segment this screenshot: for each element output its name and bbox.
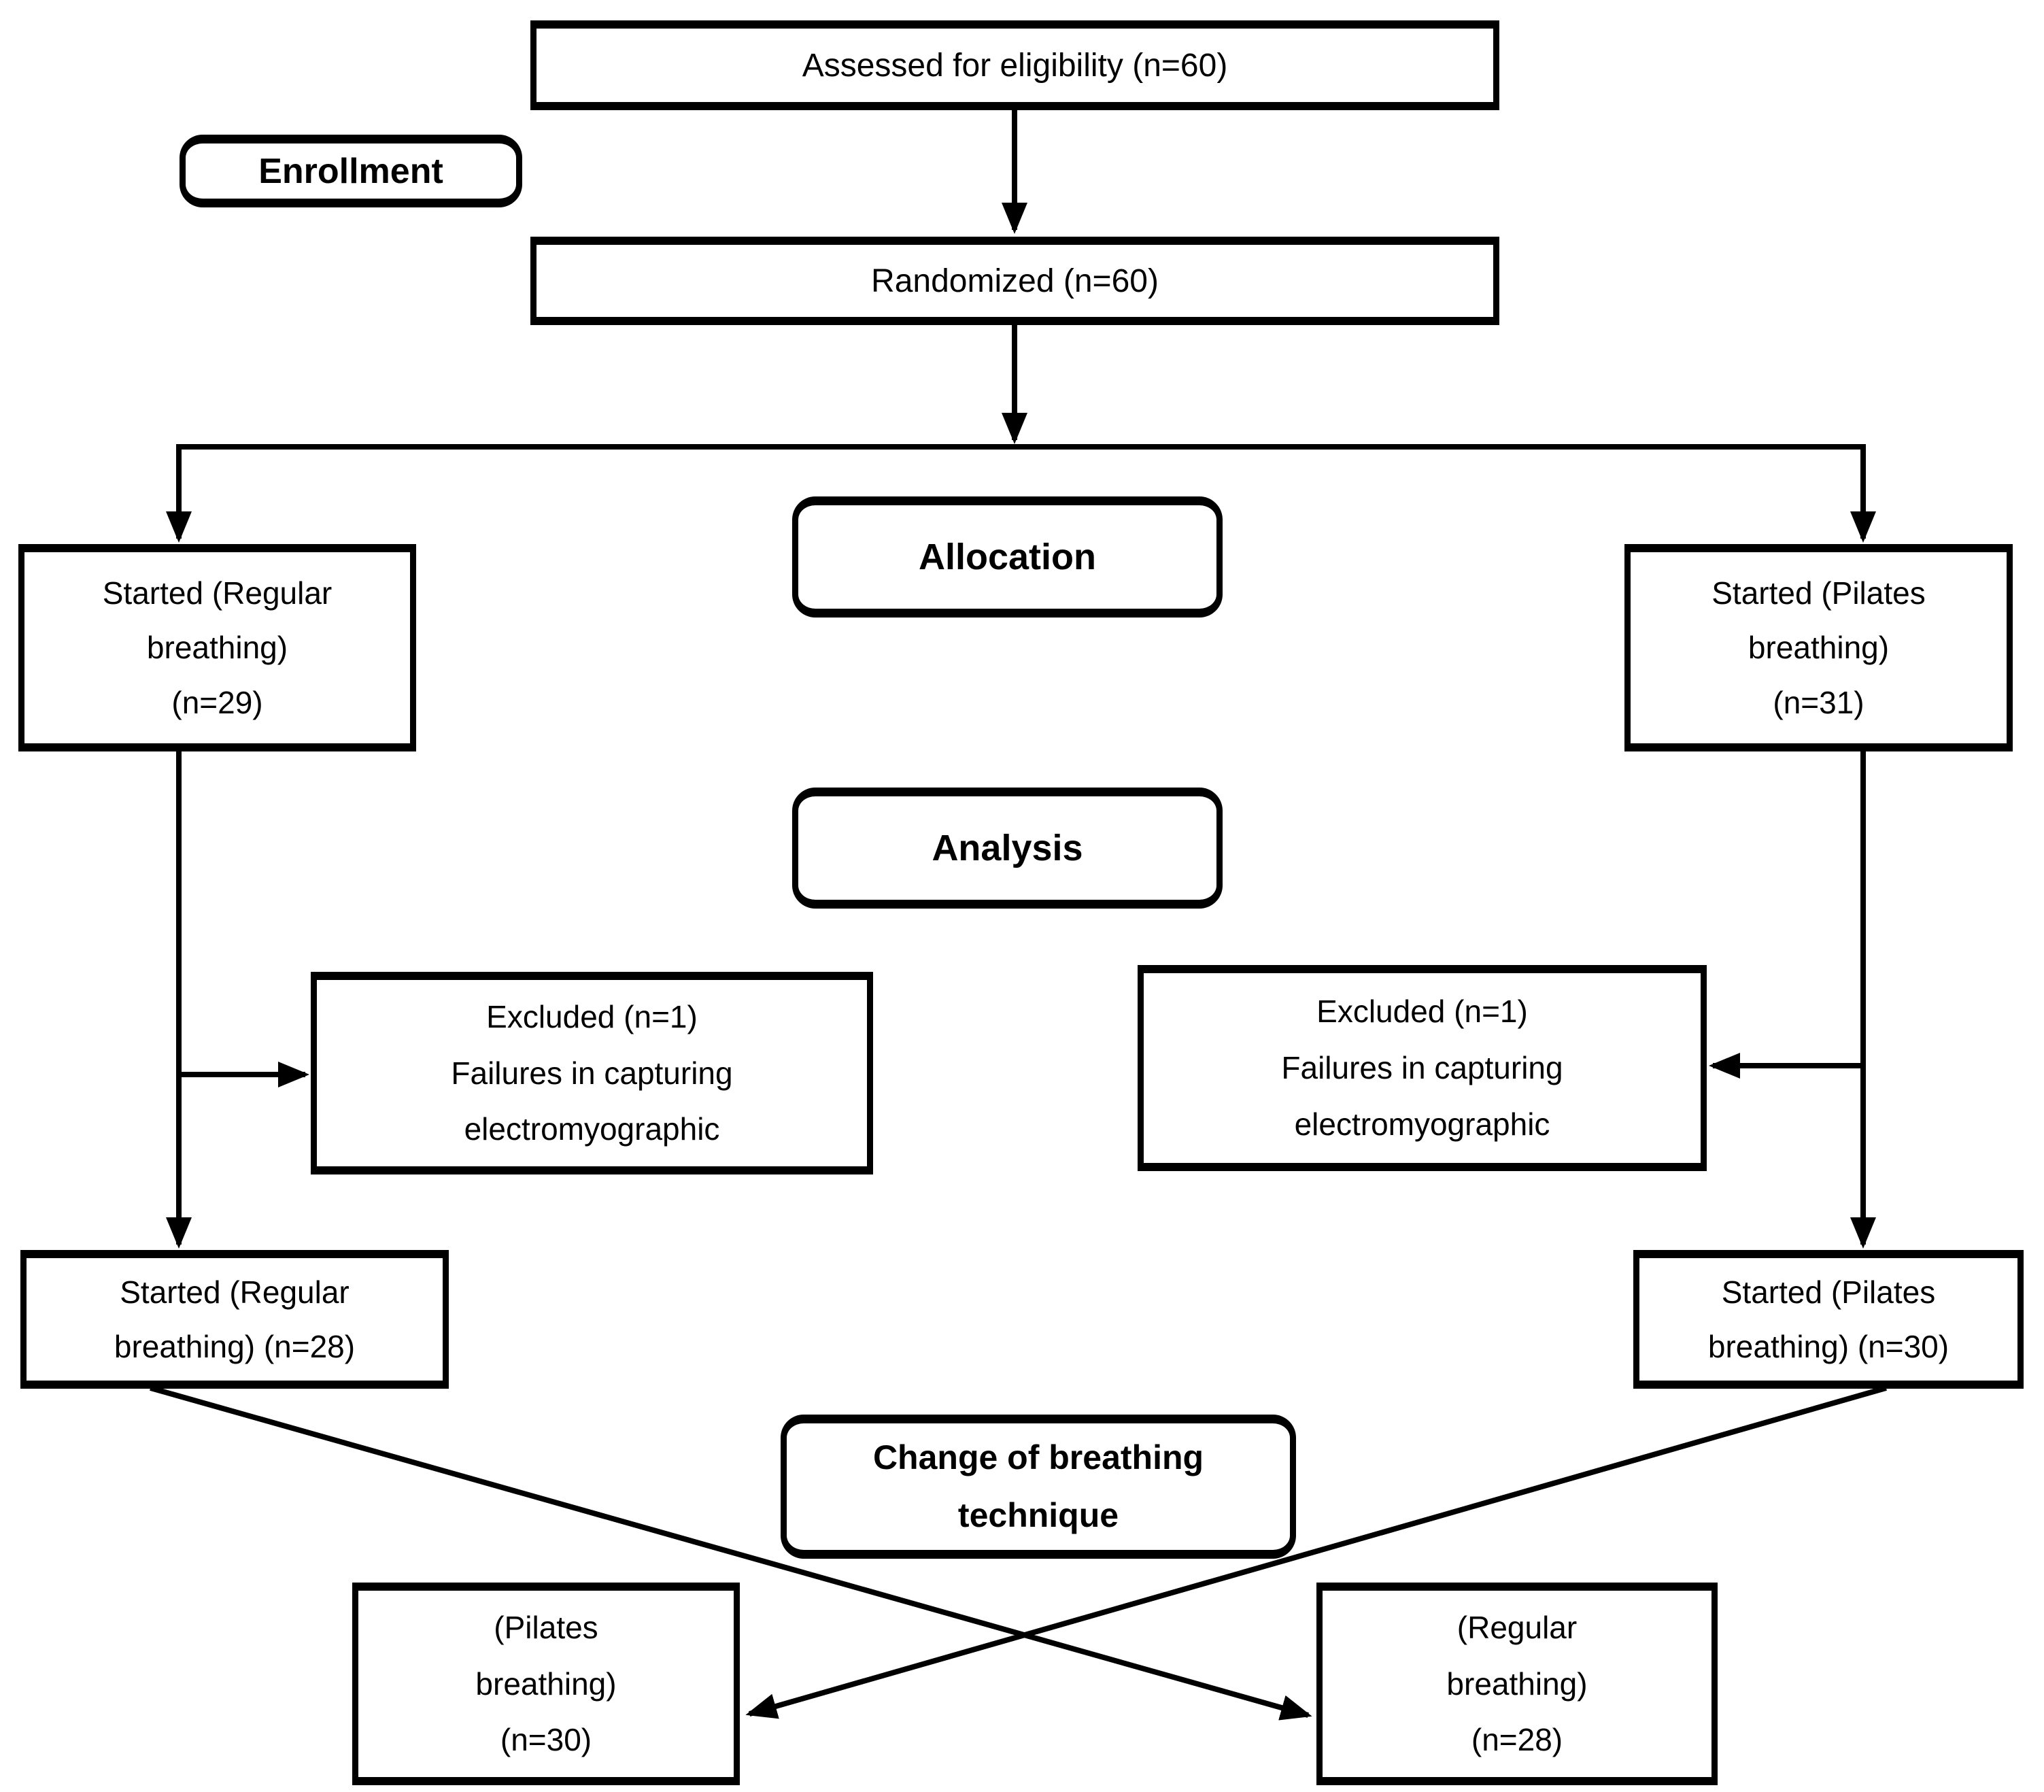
node-text-line: electromyographic [464, 1111, 720, 1147]
node-text-line: Failures in capturing [1281, 1050, 1563, 1086]
started-pilates-breathing-box [1624, 544, 2013, 751]
excluded-pilates-box [1138, 965, 1707, 1171]
analysis-stage-label [792, 788, 1223, 909]
stage-label-text: Change of breathing [872, 1438, 1204, 1476]
started-regular-breathing-box [18, 544, 416, 751]
node-text-line: (Regular [1457, 1609, 1578, 1645]
node-text-line: (n=31) [1773, 684, 1864, 720]
stage-label-text: Analysis [932, 828, 1083, 868]
stage-label-text: Enrollment [258, 151, 443, 191]
node-text-line: Failures in capturing [451, 1055, 733, 1091]
node-text-line: Excluded (n=1) [1316, 994, 1528, 1030]
node-text-line: breathing) (n=28) [114, 1329, 356, 1364]
stage-label-text: Allocation [918, 537, 1096, 577]
node-text-line: (n=30) [500, 1722, 592, 1758]
assessed-for-eligibility-box [530, 20, 1499, 110]
node-text-line: Started (Pilates [1721, 1274, 1936, 1310]
node-text-line: electromyographic [1294, 1106, 1550, 1142]
enrollment-stage-label [180, 135, 522, 207]
node-text-line: (Pilates [494, 1609, 598, 1645]
node-text-line: (n=29) [171, 684, 263, 720]
node-text-line: Started (Regular [120, 1274, 350, 1310]
allocation-stage-label [792, 496, 1223, 618]
stage-label-text: technique [957, 1496, 1119, 1534]
node-text-line: Started (Regular [102, 575, 333, 611]
change-of-breathing-technique-label [781, 1415, 1296, 1559]
node-text-line: breathing) [146, 630, 288, 666]
node-text-line: breathing) [475, 1666, 617, 1702]
analyzed-regular-breathing-box [20, 1250, 449, 1389]
node-text-line: breathing) (n=30) [1707, 1329, 1949, 1364]
crossover-pilates-breathing-box [352, 1583, 740, 1785]
analyzed-pilates-breathing-box [1633, 1250, 2024, 1389]
randomized-box [530, 237, 1499, 325]
excluded-regular-box [311, 972, 873, 1174]
node-text-line: (n=28) [1471, 1722, 1563, 1758]
node-text-line: Assessed for eligibility (n=60) [802, 47, 1228, 84]
node-text-line: Started (Pilates [1711, 575, 1926, 611]
node-text-line: breathing) [1748, 630, 1890, 666]
node-text-line: breathing) [1446, 1666, 1588, 1702]
crossover-regular-breathing-box [1316, 1583, 1718, 1785]
node-text-line: Randomized (n=60) [871, 263, 1159, 299]
node-text-line: Excluded (n=1) [486, 998, 698, 1034]
